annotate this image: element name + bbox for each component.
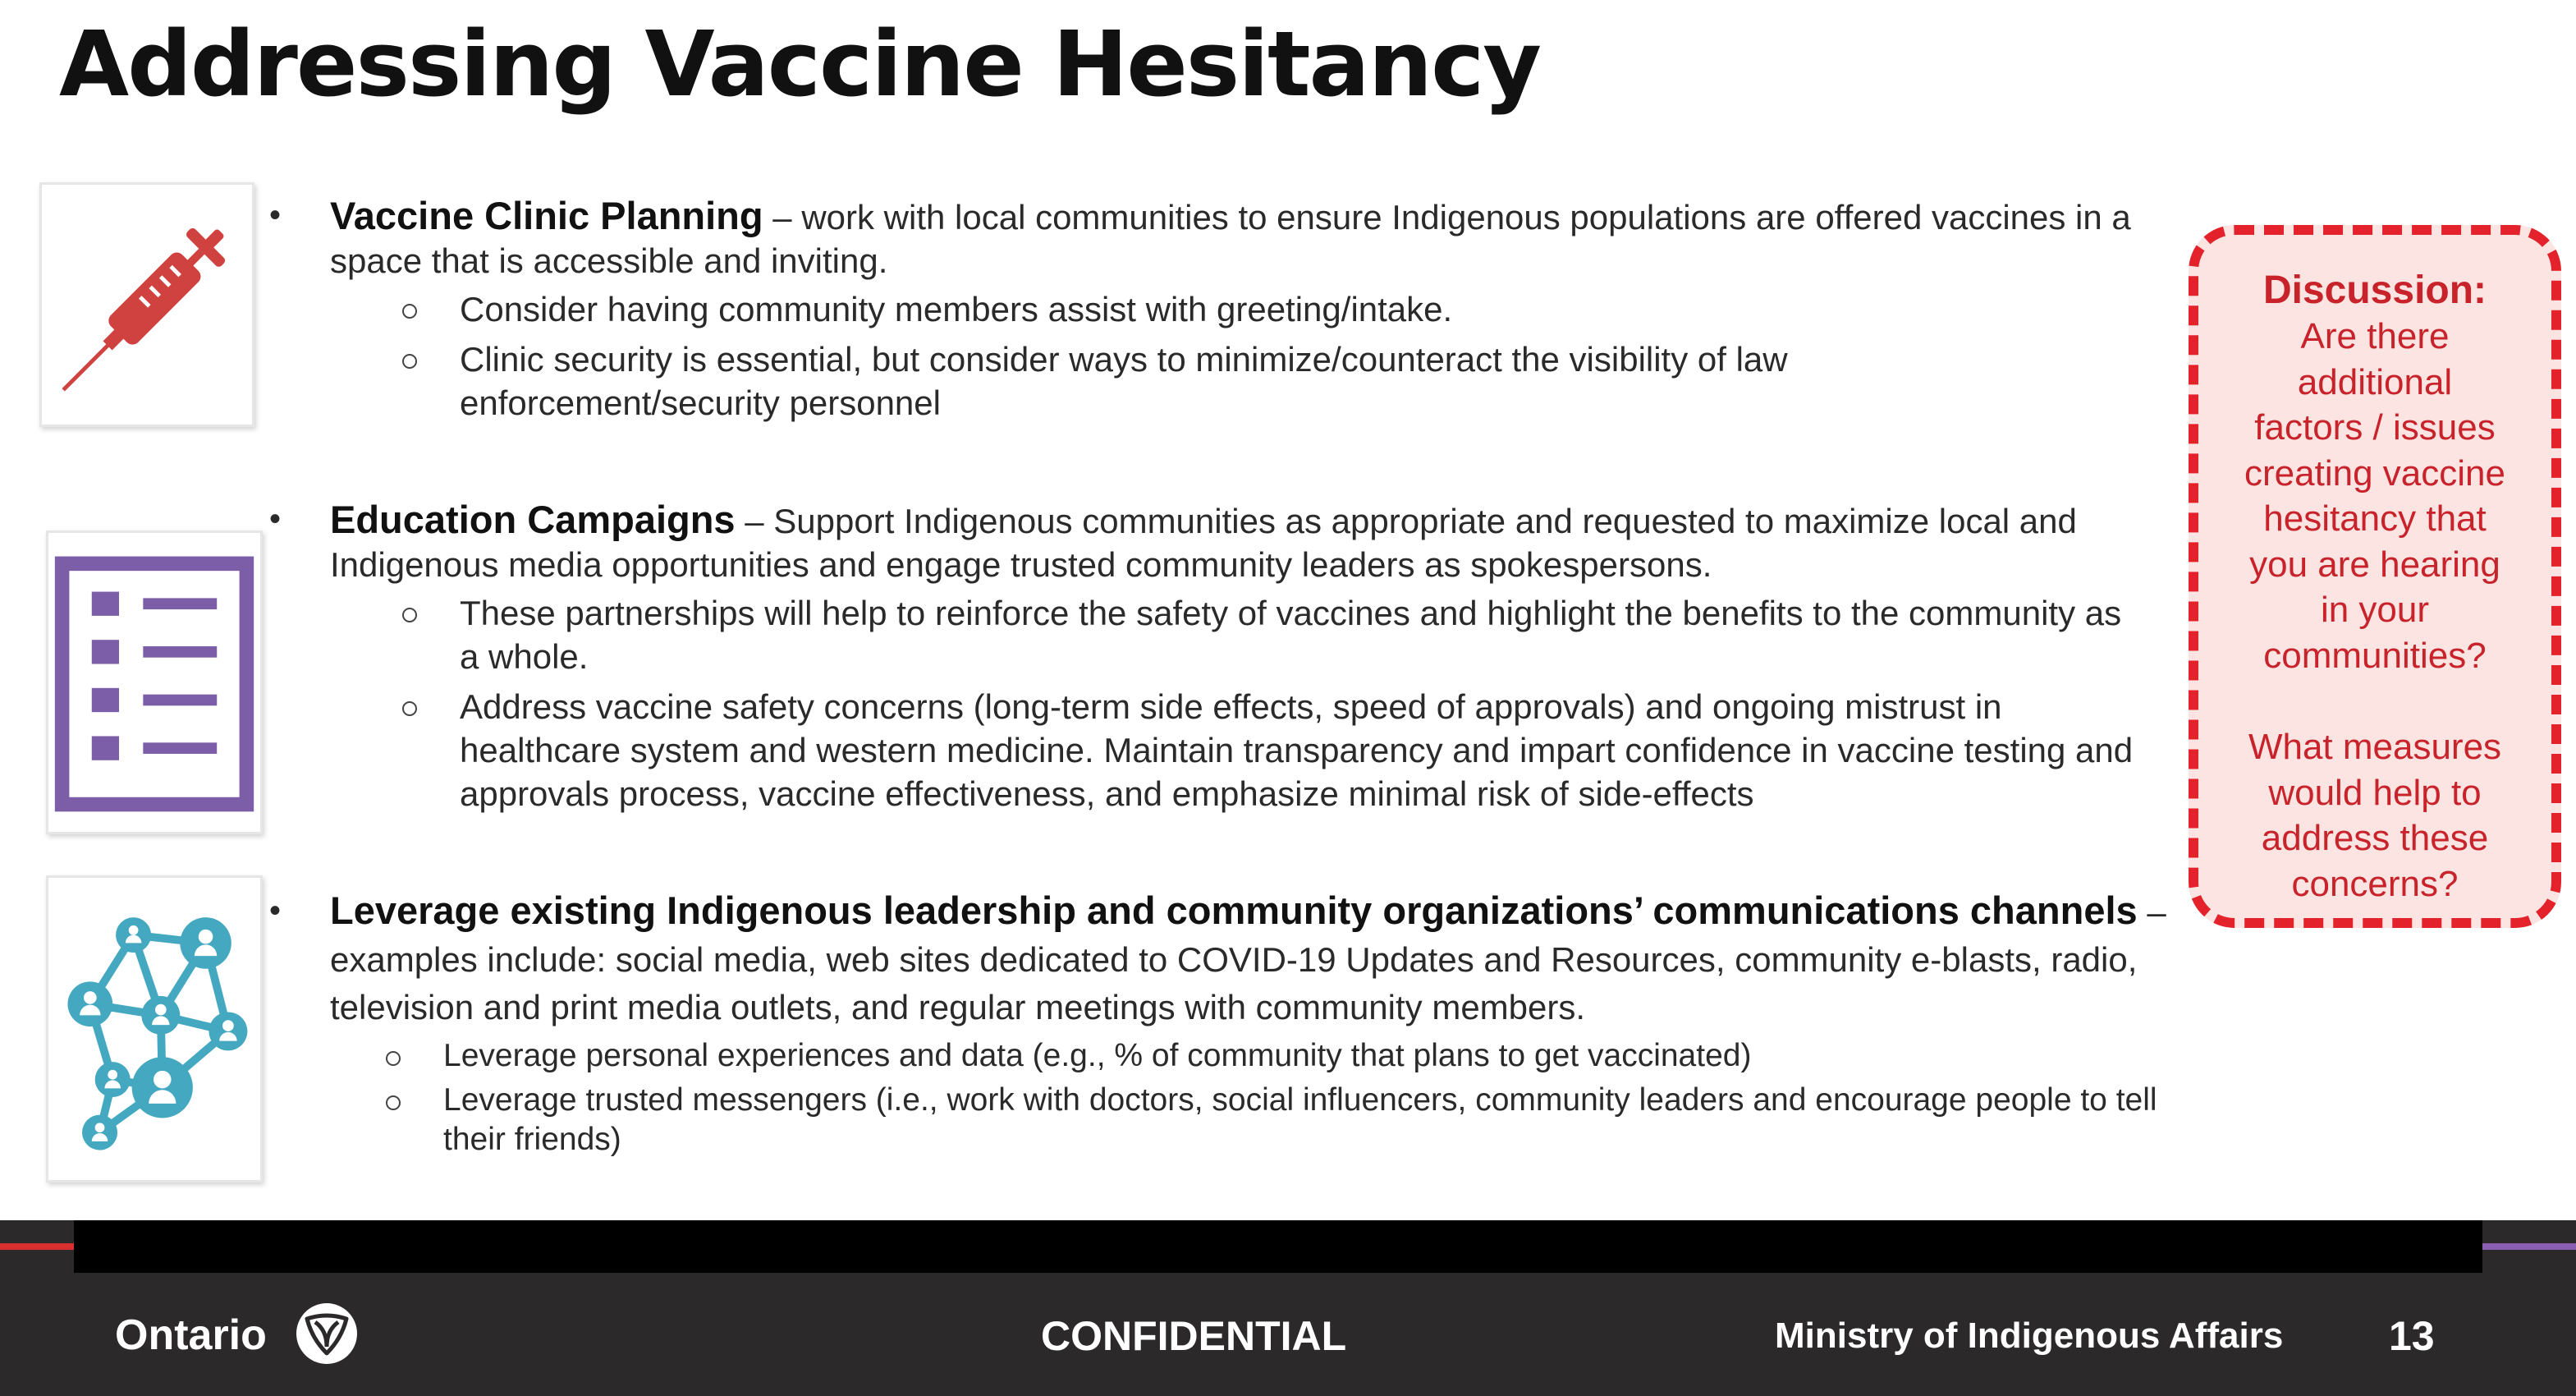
sub-item-text: Clinic security is essential, but consider ways to minimize/counteract the visibility of law enforcement/security personnel (460, 340, 1788, 422)
discussion-line: What measures (2248, 727, 2502, 767)
bullet-dot: • (269, 893, 282, 929)
footer-accent-right (2482, 1243, 2576, 1250)
sub-item (268, 338, 2147, 425)
sub-bullet-circle (402, 608, 417, 622)
sub-item (268, 591, 2164, 678)
sub-item (268, 685, 2164, 815)
sub-bullet-circle (402, 304, 417, 319)
discussion-line: concerns? (2291, 863, 2459, 904)
section-heading: Leverage existing Indigenous leadership and community organizations’ communications channels (330, 889, 2138, 932)
section-leverage-leadership (268, 887, 2180, 1160)
footer-bar (0, 1220, 2576, 1396)
heading-dash: – (735, 502, 774, 540)
discussion-callout (2189, 225, 2561, 928)
discussion-spacer (2198, 678, 2551, 724)
syringe-icon (42, 185, 252, 425)
sub-item (268, 1036, 2180, 1076)
sub-item-text: Consider having community members assist with greeting/intake. (460, 290, 1453, 328)
checklist-icon-box (46, 530, 263, 834)
bullet-item (268, 887, 2180, 1031)
bullet-dot: • (269, 501, 282, 537)
section-text: Support Indigenous communities as appropriate and requested to maximize local and Indigenous media opportunities and engage trusted community leaders as spokespersons. (330, 502, 2077, 584)
discussion-line: you are hearing (2249, 544, 2500, 585)
sub-bullet-circle (402, 354, 417, 369)
page-number: 13 (2389, 1313, 2435, 1359)
discussion-line: hesitancy that (2263, 498, 2487, 539)
syringe-icon-box (39, 182, 254, 427)
discussion-line: factors / issues (2254, 407, 2496, 448)
discussion-line: communities? (2263, 635, 2487, 676)
discussion-line: in your (2320, 590, 2430, 630)
bullet-item (268, 498, 2164, 586)
sub-item (268, 1081, 2180, 1160)
checklist-icon (48, 533, 260, 832)
footer-top-band (74, 1220, 2482, 1273)
section-heading: Vaccine Clinic Planning (330, 194, 763, 237)
discussion-heading: Discussion: (2262, 269, 2487, 312)
section-text: examples include: social media, web sites dedicated to COVID-19 Updates and Resources, community e-blasts, radio, television and print media outlets, and regular meetings with community members. (330, 940, 2138, 1026)
sub-item-text: Leverage personal experiences and data (e.g., % of community that plans to get vaccinated) (443, 1038, 1752, 1073)
sub-bullet-circle (386, 1051, 401, 1066)
sub-item-text: These partnerships will help to reinforce the safety of vaccines and highlight the benefits to the community as a whole. (460, 594, 2122, 676)
sub-item-text: Address vaccine safety concerns (long-term side effects, speed of approvals) and ongoing mistrust in healthcare system and western medicine. Maintain transparency and impart confidence in vaccine testing and approvals process, vaccine effectiveness, and emphasize minimal risk of side-effects (460, 687, 2134, 813)
heading-dash: – (2137, 893, 2166, 931)
confidential-label: CONFIDENTIAL (1041, 1313, 1347, 1359)
section-heading: Education Campaigns (330, 498, 736, 541)
section-vaccine-clinic-planning (268, 194, 2147, 425)
section-text: work with local communities to ensure Indigenous populations are offered vaccines in a space that is accessible and inviting. (330, 198, 2131, 280)
discussion-line: would help to (2268, 772, 2482, 813)
trillium-logo-icon (296, 1302, 358, 1365)
sub-bullet-circle (402, 701, 417, 716)
network-icon-box (46, 875, 263, 1182)
discussion-line: Are there (2300, 316, 2450, 356)
sub-item (268, 287, 2147, 331)
network-icon (48, 878, 260, 1180)
footer-accent-left (0, 1243, 74, 1250)
bullet-item (268, 194, 2147, 282)
bullet-dot: • (269, 197, 282, 233)
discussion-line: address these (2261, 818, 2489, 858)
ontario-brand: Ontario (115, 1311, 267, 1359)
section-education-campaigns (268, 498, 2164, 815)
sub-bullet-circle (386, 1095, 401, 1110)
ministry-name: Ministry of Indigenous Affairs (1775, 1316, 2284, 1356)
heading-dash: – (763, 198, 802, 236)
slide-title: Addressing Vaccine Hesitancy (59, 11, 1541, 117)
sub-item-text: Leverage trusted messengers (i.e., work with doctors, social influencers, community leaders and encourage people to tell their friends) (443, 1082, 2157, 1157)
discussion-line: creating vaccine (2244, 452, 2505, 494)
discussion-line: additional (2297, 361, 2453, 402)
